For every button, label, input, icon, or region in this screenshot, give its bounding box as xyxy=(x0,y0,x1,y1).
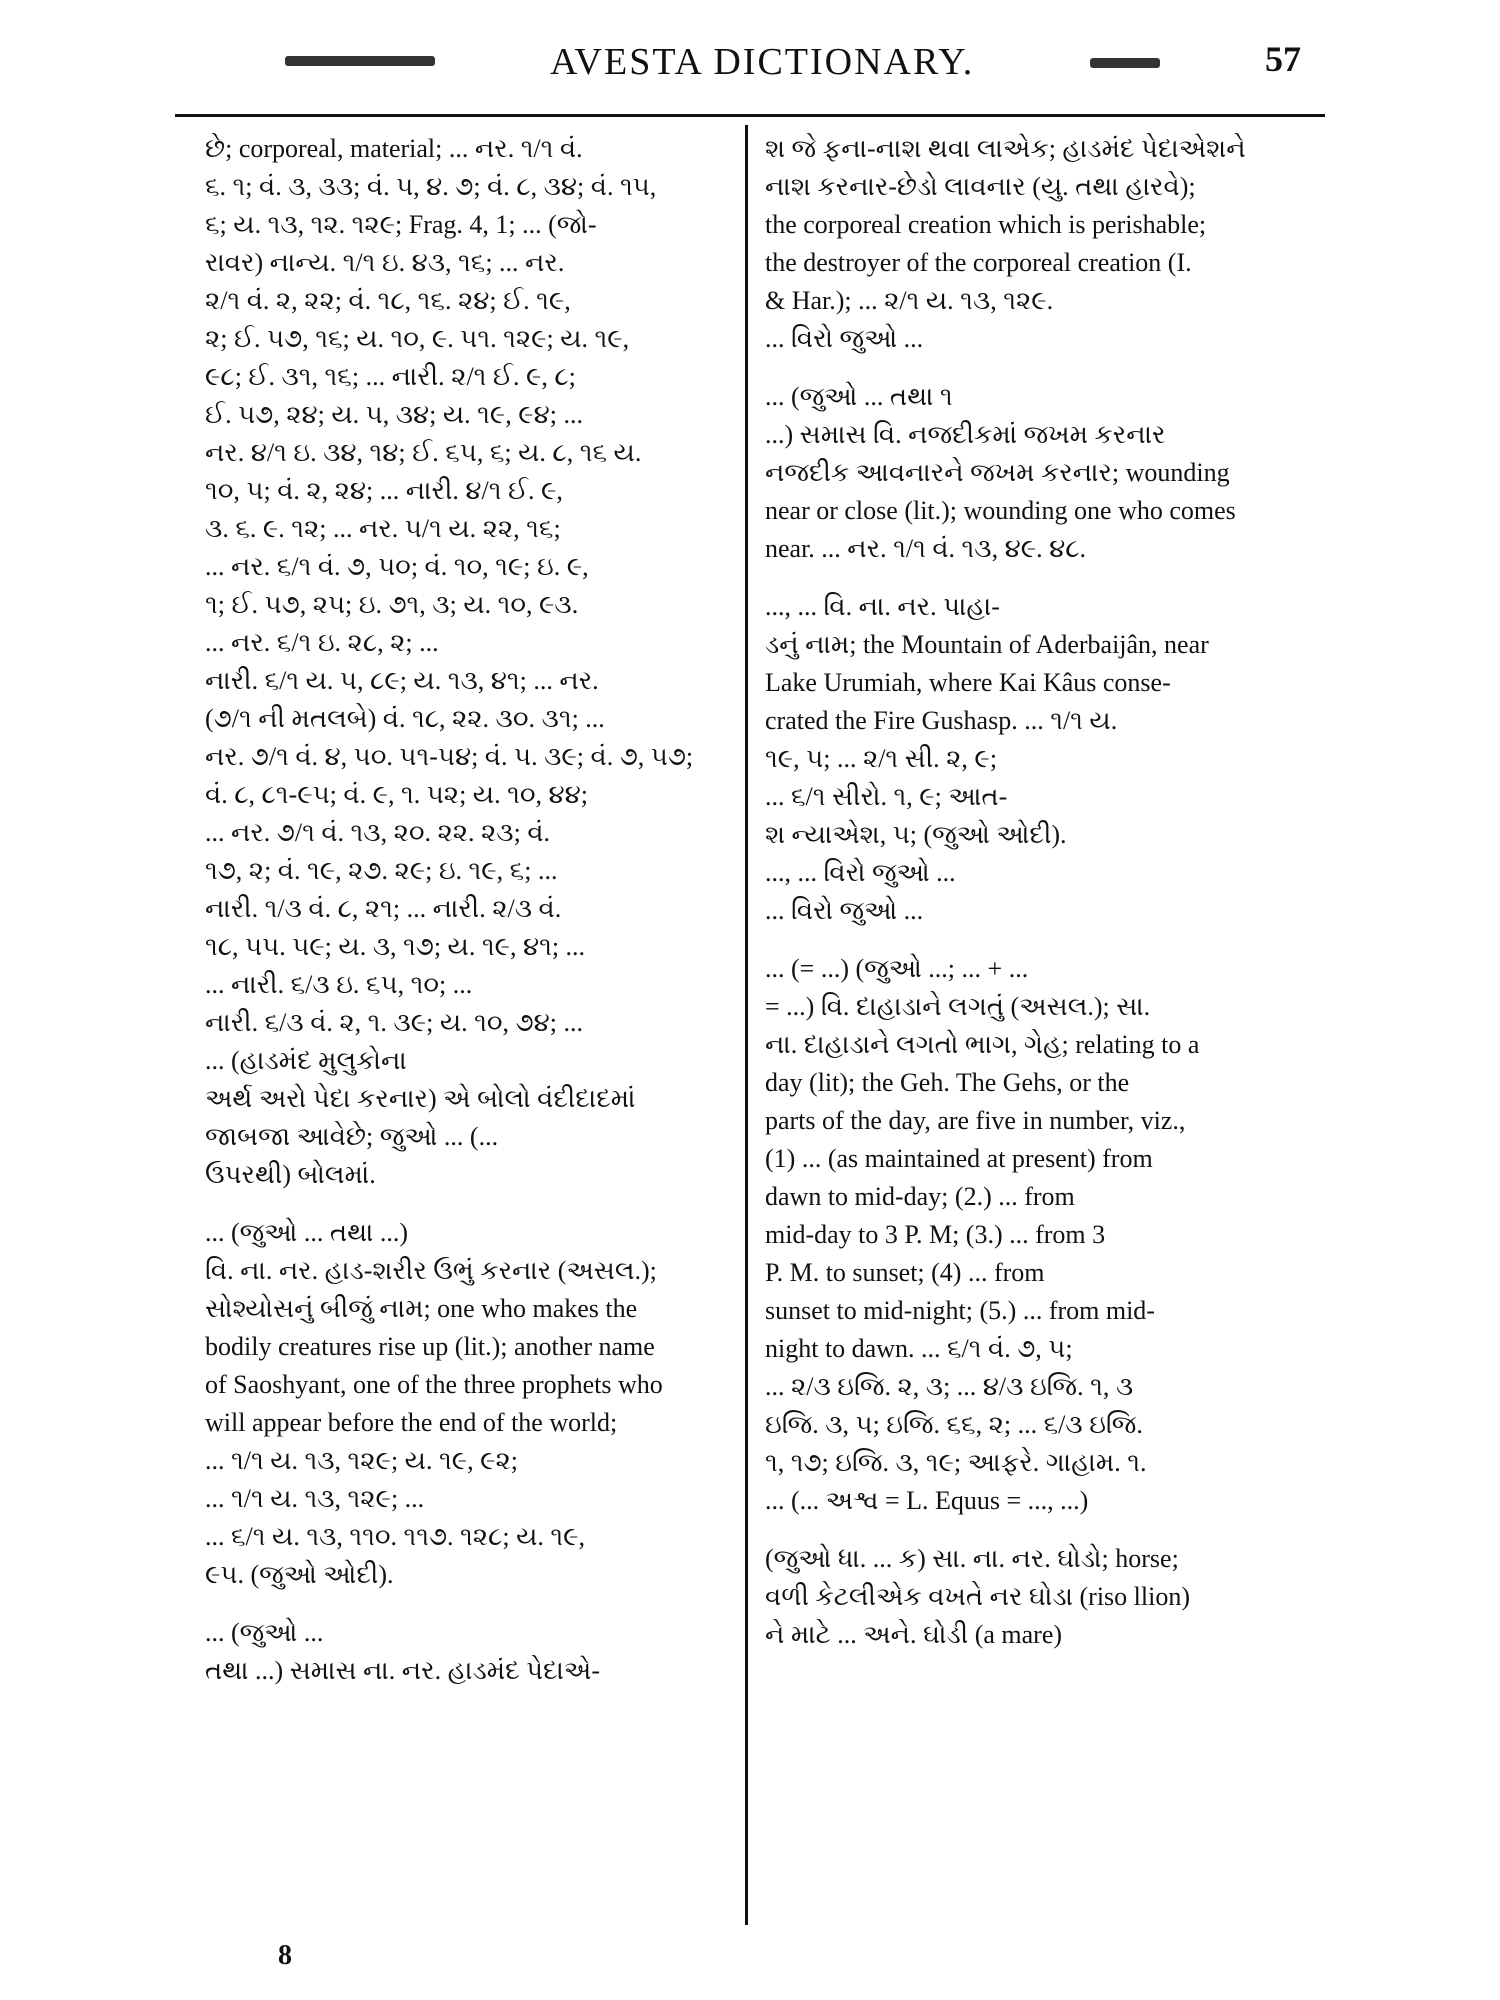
right_column-line: mid-day to 3 P. M; (3.) ... from 3 xyxy=(765,1220,1106,1249)
right_column-line xyxy=(765,568,1305,588)
left_column-line: વં. ૮, ૮૧-૯૫; વં. ૯, ૧. ૫૨; ય. ૧૦, ૪૪; xyxy=(205,780,588,809)
left_column-line: નર. ૪/૧ ઇ. ૩૪, ૧૪; ઈ. ૬૫, ૬; ય. ૮, ૧૬ ય. xyxy=(205,438,642,467)
right_column-line xyxy=(765,930,1305,950)
left_column-line: અર્થ અરો પેદા કરનાર) એ બોલો વંદીદાદમાં xyxy=(205,1084,636,1113)
right_column-line xyxy=(765,358,1305,378)
right_column-line: (જુઓ ધા. ... ક) સા. ના. નર. ઘોડો; horse; xyxy=(765,1544,1179,1573)
left_column-line: ૯૮; ઈ. ૩૧, ૧૬; ... નારી. ૨/૧ ઈ. ૯, ૮; xyxy=(205,362,576,391)
right_column-line: near or close (lit.); wounding one who comes xyxy=(765,496,1236,525)
right_column-line: dawn to mid-day; (2.) ... from xyxy=(765,1182,1075,1211)
right_column-line: ડનું નામ; the Mountain of Aderbaijân, near xyxy=(765,630,1209,659)
right_column-line: ... (... અશ્વ = L. Equus = ..., ...) xyxy=(765,1486,1089,1515)
right_column-line: = ...) વિ. દાહાડાને લગતું (અસલ.); સા. xyxy=(765,992,1151,1021)
right_column-line: ... વિરો જુઓ ... xyxy=(765,896,924,925)
right_column-line: near. ... નર. ૧/૧ વં. ૧૩, ૪૯. ૪૮. xyxy=(765,534,1087,563)
left_column-line: છે; corporeal, material; ... નર. ૧/૧ વં. xyxy=(205,134,583,163)
header-avestan-left xyxy=(285,56,435,66)
right_column-line: શ જે ફના-નાશ થવા લાએક; હાડમંદ પેદાએશને xyxy=(765,134,1246,163)
column-divider xyxy=(745,125,748,1925)
left_column-line: ૧૦, ૫; વં. ૨, ૨૪; ... નારી. ૪/૧ ઈ. ૯, xyxy=(205,476,563,505)
page-header xyxy=(0,36,1500,96)
left_column-line: ... ૬/૧ ય. ૧૩, ૧૧૦. ૧૧૭. ૧૨૮; ય. ૧૯, xyxy=(205,1522,586,1551)
left_column-line: સોશ્યોસનું બીજું નામ; one who makes the xyxy=(205,1294,638,1323)
right_column-line: day (lit); the Geh. The Gehs, or the xyxy=(765,1068,1130,1097)
right_column-line: ને માટે ... અને. ઘોડી (a mare) xyxy=(765,1620,1063,1649)
right_column-line: ... વિરો જુઓ ... xyxy=(765,324,924,353)
right_column-line: વળી કેટલીએક વખતે નર ઘોડા (riso llion) xyxy=(765,1582,1191,1611)
page-title: AVESTA DICTIONARY. xyxy=(550,41,975,83)
right_column-line: ... (જુઓ ... તથા ૧ xyxy=(765,382,953,411)
right_column-line: ૧૯, ૫; ... ૨/૧ સી. ૨, ૯; xyxy=(765,744,998,773)
left_column-line: ... (હાડમંદ મુલુકોના xyxy=(205,1046,407,1075)
left_column-line: ... નારી. ૬/૩ ઇ. ૬૫, ૧૦; ... xyxy=(205,970,473,999)
left_column-line: will appear before the end of the world; xyxy=(205,1408,618,1437)
page-number: 57 xyxy=(1265,39,1301,79)
right_column-line: P. M. to sunset; (4) ... from xyxy=(765,1258,1045,1287)
right-column xyxy=(765,130,1305,1654)
right_column-line: the corporeal creation which is perishable; xyxy=(765,210,1207,239)
left_column-line: ... (જુઓ ... તથા ...) xyxy=(205,1218,409,1247)
left_column-line: ... ૧/૧ ય. ૧૩, ૧૨૯; ય. ૧૯, ૯૨; xyxy=(205,1446,518,1475)
left_column-line: of Saoshyant, one of the three prophets who xyxy=(205,1370,663,1399)
right_column-line: the destroyer of the corporeal creation (I. xyxy=(765,248,1192,277)
right_column-line: (1) ... (as maintained at present) from xyxy=(765,1144,1153,1173)
left_column-line: ... નર. ૭/૧ વં. ૧૩, ૨૦. ૨૨. ૨૩; વં. xyxy=(205,818,551,847)
left_column-line: ... (જુઓ ... xyxy=(205,1618,324,1647)
left_column-line: ઈ. ૫૭, ૨૪; ય. ૫, ૩૪; ય. ૧૯, ૯૪; ... xyxy=(205,400,584,429)
right_column-line: ... (= ...) (જુઓ ...; ... + ... xyxy=(765,954,1029,983)
right_column-line: ... ૨/૩ ઇજિ. ૨, ૩; ... ૪/૩ ઇજિ. ૧, ૩ xyxy=(765,1372,1134,1401)
right_column-line: & Har.); ... ૨/૧ ય. ૧૩, ૧૨૯. xyxy=(765,286,1054,315)
left_column-line xyxy=(205,1594,725,1614)
left_column-line xyxy=(205,1194,725,1214)
right_column-line: crated the Fire Gushasp. ... ૧/૧ ય. xyxy=(765,706,1118,735)
left_column-line: ૬; ય. ૧૩, ૧૨. ૧૨૯; Frag. 4, 1; ... (જો- xyxy=(205,210,597,239)
header-avestan-right xyxy=(1090,58,1160,68)
left_column-line: ૨/૧ વં. ૨, ૨૨; વં. ૧૮, ૧૬. ૨૪; ઈ. ૧૯, xyxy=(205,286,571,315)
right_column-line: ...) સમાસ વિ. નજદીકમાં જખમ કરનાર xyxy=(765,420,1166,449)
right_column-line: ..., ... વિ. ના. નર. પાહા- xyxy=(765,592,1000,621)
right_column-line: ના. દાહાડાને લગતો ભાગ, ગેહ; relating to a xyxy=(765,1030,1200,1059)
left_column-line: ૬. ૧; વં. ૩, ૩૩; વં. ૫, ૪. ૭; વં. ૮, ૩૪; વં. ૧૫, xyxy=(205,172,657,201)
right_column-line: night to dawn. ... ૬/૧ વં. ૭, ૫; xyxy=(765,1334,1073,1363)
left_column-line: ૧૭, ૨; વં. ૧૯, ૨૭. ૨૯; ઇ. ૧૯, ૬; ... xyxy=(205,856,558,885)
left-column xyxy=(205,130,725,1690)
left_column-line: (૭/૧ ની મતલબે) વં. ૧૮, ૨૨. ૩૦. ૩૧; ... xyxy=(205,704,605,733)
right_column-line: નાશ કરનાર-છેડો લાવનાર (યુ. તથા હારવે); xyxy=(765,172,1196,201)
left_column-line: ... ૧/૧ ય. ૧૩, ૧૨૯; ... xyxy=(205,1484,425,1513)
left_column-line: નારી. ૧/૩ વં. ૮, ૨૧; ... નારી. ૨/૩ વં. xyxy=(205,894,562,923)
signature-mark: 8 xyxy=(278,1940,292,1971)
left_column-line: ... નર. ૬/૧ વં. ૭, ૫૦; વં. ૧૦, ૧૯; ઇ. ૯, xyxy=(205,552,589,581)
left_column-line: ૨; ઈ. ૫૭, ૧૬; ય. ૧૦, ૯. ૫૧. ૧૨૯; ય. ૧૯, xyxy=(205,324,630,353)
right_column-line: ૧, ૧૭; ઇજિ. ૩, ૧૯; આફરે. ગાહામ. ૧. xyxy=(765,1448,1147,1477)
left_column-line: ઉપરથી) બોલમાં. xyxy=(205,1160,376,1189)
left_column-line: નારી. ૬/૩ વં. ૨, ૧. ૩૯; ય. ૧૦, ૭૪; ... xyxy=(205,1008,583,1037)
left_column-line: નર. ૭/૧ વં. ૪, ૫૦. ૫૧-૫૪; વં. ૫. ૩૯; વં. ૭, ૫૭; xyxy=(205,742,694,771)
left_column-line: નારી. ૬/૧ ય. ૫, ૮૯; ય. ૧૩, ૪૧; ... નર. xyxy=(205,666,599,695)
left_column-line: તથા ...) સમાસ ના. નર. હાડમંદ પેદાએ- xyxy=(205,1656,600,1685)
left_column-line: ૧; ઈ. ૫૭, ૨૫; ઇ. ૭૧, ૩; ય. ૧૦, ૯૩. xyxy=(205,590,579,619)
left_column-line: bodily creatures rise up (lit.); another name xyxy=(205,1332,655,1361)
right_column-line xyxy=(765,1520,1305,1540)
right_column-line: ઇજિ. ૩, ૫; ઇજિ. ૬૬, ૨; ... ૬/૩ ઇજિ. xyxy=(765,1410,1143,1439)
left_column-line: ૯૫. (જુઓ ઓદી). xyxy=(205,1560,394,1589)
left_column-line: ૩. ૬. ૯. ૧૨; ... નર. ૫/૧ ય. ૨૨, ૧૬; xyxy=(205,514,561,543)
right_column-line: Lake Urumiah, where Kai Kâus conse- xyxy=(765,668,1171,697)
left_column-line: ૧૮, ૫૫. ૫૯; ય. ૩, ૧૭; ય. ૧૯, ૪૧; ... xyxy=(205,932,586,961)
right_column-line: parts of the day, are five in number, viz., xyxy=(765,1106,1186,1135)
left_column-line: વિ. ના. નર. હાડ-શરીર ઉભું કરનાર (અસલ.); xyxy=(205,1256,657,1285)
left_column-line: ... નર. ૬/૧ ઇ. ૨૮, ૨; ... xyxy=(205,628,439,657)
right_column-line: નજદીક આવનારને જખમ કરનાર; wounding xyxy=(765,458,1230,487)
left_column-line: જાબજા આવેછે; જુઓ ... (... xyxy=(205,1122,499,1151)
header-rule xyxy=(175,114,1325,117)
left_column-line: રાવર) નાન્ય. ૧/૧ ઇ. ૪૩, ૧૬; ... નર. xyxy=(205,248,565,277)
right_column-line: ... ૬/૧ સીરો. ૧, ૯; આત- xyxy=(765,782,1008,811)
right_column-line: શ ન્યાએશ, ૫; (જુઓ ઓદી). xyxy=(765,820,1067,849)
right_column-line: ..., ... વિરો જુઓ ... xyxy=(765,858,956,887)
right_column-line: sunset to mid-night; (5.) ... from mid- xyxy=(765,1296,1155,1325)
